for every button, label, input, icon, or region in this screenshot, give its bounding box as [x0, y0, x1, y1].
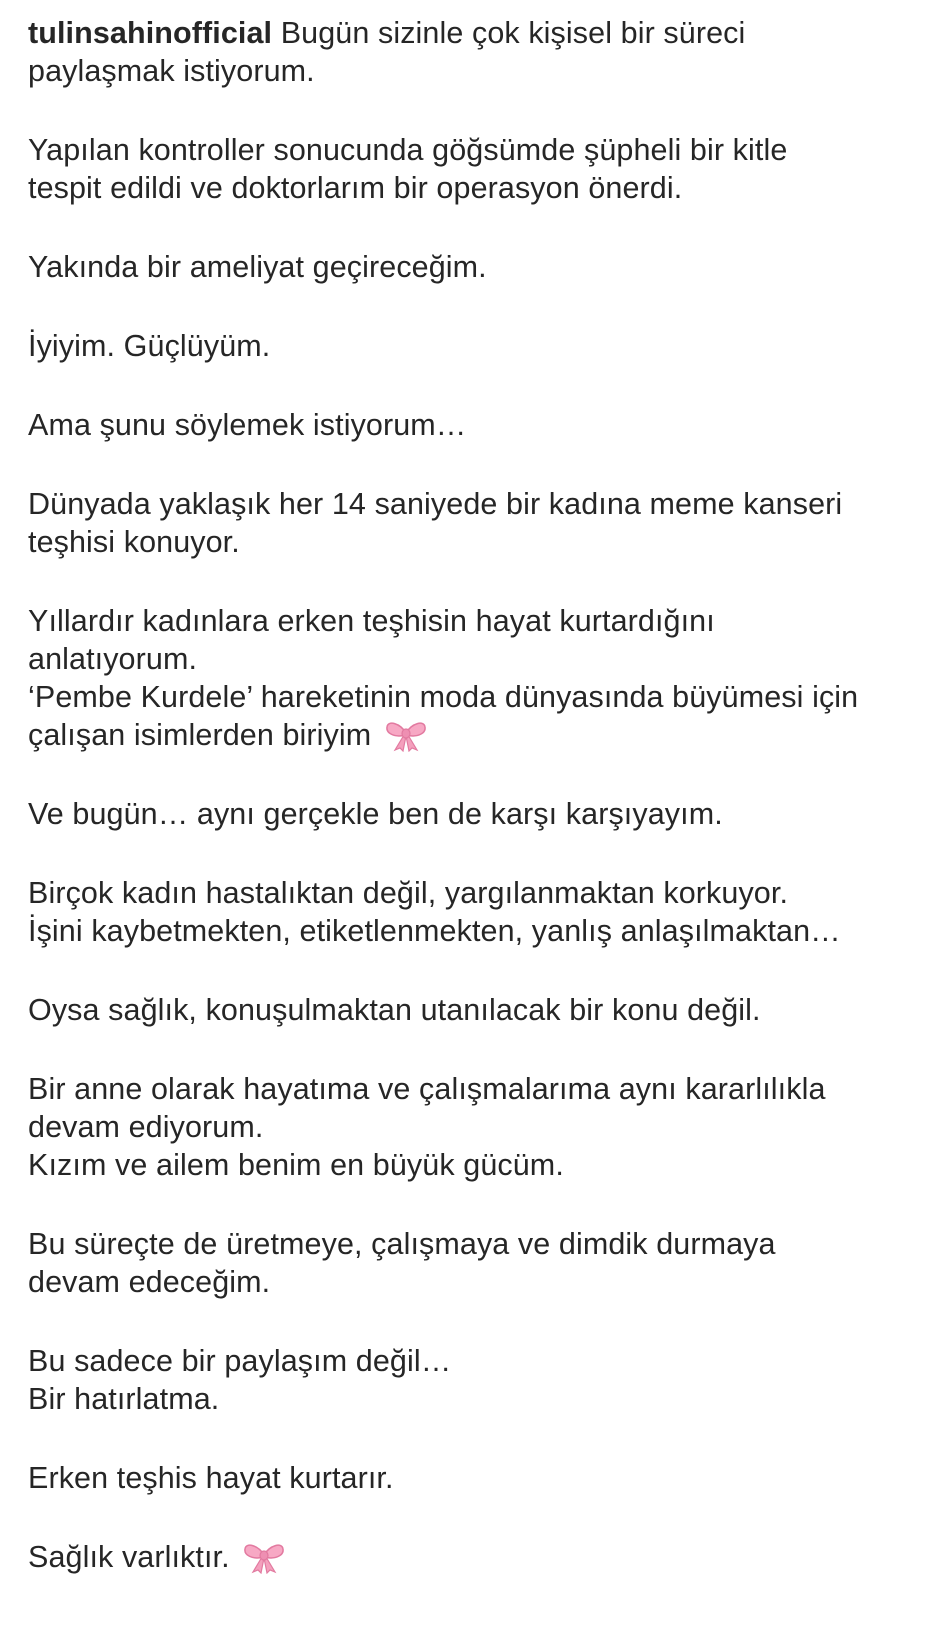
caption-line: Yıllardır kadınlara erken teşhisin hayat kurtardığını	[28, 604, 715, 638]
caption-paragraph	[28, 327, 928, 365]
caption-line: Birçok kadın hastalıktan değil, yargılanmaktan korkuyor.	[28, 876, 789, 910]
caption-line: Yakında bir ameliyat geçireceğim.	[28, 250, 487, 284]
ribbon-bow-icon	[242, 1540, 286, 1574]
caption-paragraph	[28, 1538, 928, 1576]
caption-line: Bu süreçte de üretmeye, çalışmaya ve dimdik durmaya	[28, 1227, 776, 1261]
caption-line: devam ediyorum.	[28, 1110, 264, 1144]
caption-paragraph	[28, 1070, 928, 1184]
caption-line: tespit edildi ve doktorlarım bir operasyon önerdi.	[28, 171, 683, 205]
caption-paragraph	[28, 485, 928, 561]
username-link[interactable]: tulinsahinofficial	[28, 16, 273, 50]
caption-line: anlatıyorum.	[28, 642, 198, 676]
caption-line: Erken teşhis hayat kurtarır.	[28, 1461, 394, 1495]
caption-paragraph	[28, 795, 928, 833]
caption-paragraph	[28, 874, 928, 950]
caption-text: Bugün sizinle çok kişisel bir süreci	[272, 16, 746, 50]
caption-paragraph	[28, 1342, 928, 1418]
caption-line: İşini kaybetmekten, etiketlenmekten, yanlış anlaşılmaktan…	[28, 914, 841, 948]
caption-line: Ve bugün… aynı gerçekle ben de karşı karşıyayım.	[28, 797, 723, 831]
caption-line: Kızım ve ailem benim en büyük gücüm.	[28, 1148, 564, 1182]
caption-line	[28, 1538, 928, 1576]
caption-line: Dünyada yaklaşık her 14 saniyede bir kadına meme kanseri	[28, 487, 843, 521]
caption-line: Bir hatırlatma.	[28, 1382, 220, 1416]
ribbon-bow-icon	[384, 718, 428, 752]
caption-line	[28, 14, 928, 52]
caption-line	[28, 716, 928, 754]
caption-line: Ama şunu söylemek istiyorum…	[28, 408, 467, 442]
caption-paragraph	[28, 1459, 928, 1497]
caption-line: Oysa sağlık, konuşulmaktan utanılacak bir konu değil.	[28, 993, 761, 1027]
post-caption	[28, 14, 928, 1617]
caption-line: devam edeceğim.	[28, 1265, 271, 1299]
caption-text: Sağlık varlıktır.	[28, 1540, 239, 1574]
caption-line: İyiyim. Güçlüyüm.	[28, 329, 271, 363]
caption-paragraph	[28, 406, 928, 444]
caption-line: Bir anne olarak hayatıma ve çalışmalarıma aynı kararlılıkla	[28, 1072, 826, 1106]
caption-paragraph	[28, 991, 928, 1029]
caption-paragraph	[28, 14, 928, 90]
caption-text: çalışan isimlerden biriyim	[28, 718, 380, 752]
caption-line: Bu sadece bir paylaşım değil…	[28, 1344, 452, 1378]
caption-paragraph	[28, 131, 928, 207]
caption-line: paylaşmak istiyorum.	[28, 54, 315, 88]
caption-line: ‘Pembe Kurdele’ hareketinin moda dünyasında büyümesi için	[28, 680, 859, 714]
caption-paragraph	[28, 1225, 928, 1301]
caption-paragraph	[28, 248, 928, 286]
caption-line: Yapılan kontroller sonucunda göğsümde şüpheli bir kitle	[28, 133, 788, 167]
caption-line: teşhisi konuyor.	[28, 525, 240, 559]
caption-paragraph	[28, 602, 928, 754]
